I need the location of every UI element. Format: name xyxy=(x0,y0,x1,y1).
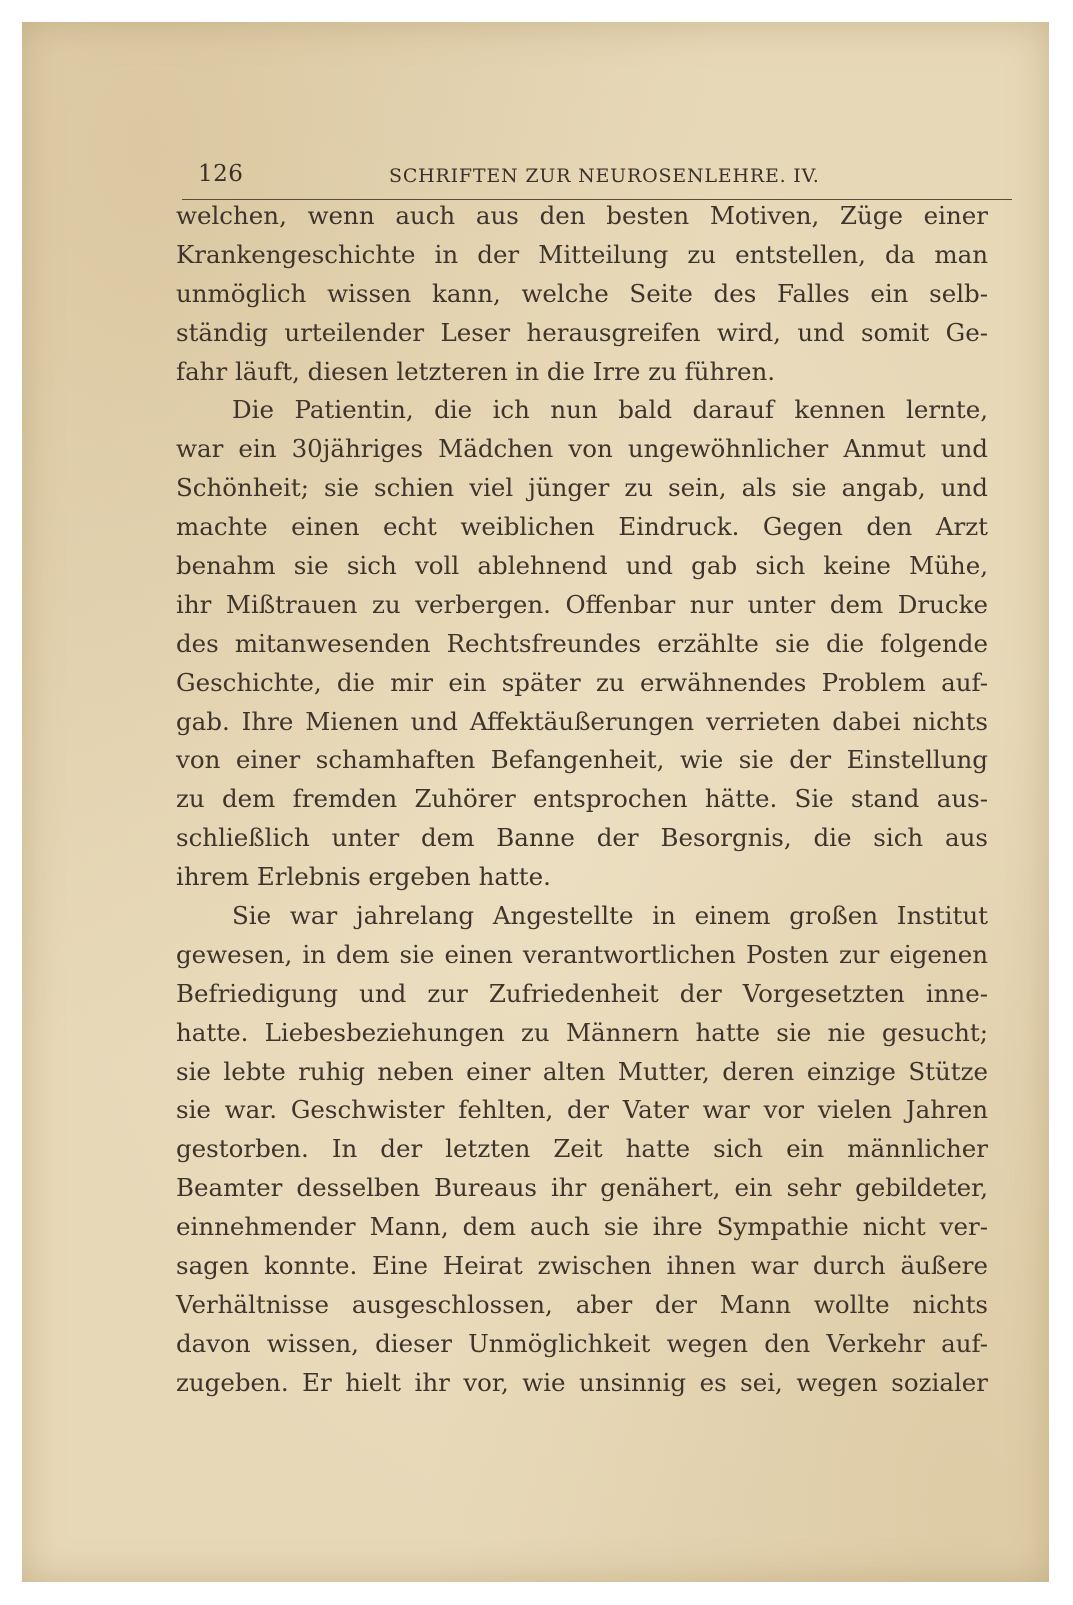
text-line: Die Patientin, die ich nun bald darauf kennen lernte, xyxy=(232,395,988,425)
text-line: Krankengeschichte in der Mitteilung zu entstellen, da man xyxy=(176,239,988,269)
text-line: schließlich unter dem Banne der Besorgnis, die sich aus xyxy=(176,823,988,853)
text-line: benahm sie sich voll ablehnend und gab sich keine Mühe, xyxy=(176,551,988,581)
text-line: machte einen echt weiblichen Eindruck. Gegen den Arzt xyxy=(176,512,988,542)
text-line: des mitanwesenden Rechtsfreundes erzählte sie die folgende xyxy=(176,628,988,658)
text-line: Befriedigung und zur Zufriedenheit der Vorgesetzten inne- xyxy=(176,978,988,1008)
page-header xyxy=(182,139,1012,200)
text-line: hatte. Liebesbeziehungen zu Männern hatte sie nie gesucht; xyxy=(176,1017,988,1047)
text-line: ihr Mißtrauen zu verbergen. Offenbar nur unter dem Drucke xyxy=(176,589,988,619)
text-line: sie lebte ruhig neben einer alten Mutter, deren einzige Stütze xyxy=(176,1056,988,1086)
text-line: sie war. Geschwister fehlten, der Vater war vor vielen Jahren xyxy=(176,1095,988,1125)
text-line: Beamter desselben Bureaus ihr genähert, ein sehr gebildeter, xyxy=(176,1173,988,1203)
text-line: gewesen, in dem sie einen verantwortlichen Posten zur eigenen xyxy=(176,939,988,969)
text-line: ihrem Erlebnis ergeben hatte. xyxy=(176,862,551,892)
text-line: zugeben. Er hielt ihr vor, wie unsinnig es sei, wegen sozialer xyxy=(176,1367,988,1397)
text-line: ständig urteilender Leser herausgreifen wird, und somit Ge- xyxy=(176,317,988,347)
text-line: Verhältnisse ausgeschlossen, aber der Mann wollte nichts xyxy=(176,1289,988,1319)
text-line: unmöglich wissen kann, welche Seite des Falles ein selb- xyxy=(176,278,988,308)
text-line: gab. Ihre Mienen und Affektäußerungen verrieten dabei nichts xyxy=(176,706,988,736)
running-title: SCHRIFTEN ZUR NEUROSENLEHRE. IV. xyxy=(389,165,820,187)
text-line: war ein 30jähriges Mädchen von ungewöhnlicher Anmut und xyxy=(176,434,988,464)
text-line: Sie war jahrelang Angestellte in einem großen Institut xyxy=(232,901,988,931)
text-line: sagen konnte. Eine Heirat zwischen ihnen war durch äußere xyxy=(176,1251,988,1281)
text-line: von einer schamhaften Befangenheit, wie sie der Einstellung xyxy=(176,745,988,775)
text-line: fahr läuft, diesen letzteren in die Irre zu führen. xyxy=(176,356,776,386)
text-line: davon wissen, dieser Unmöglichkeit wegen den Verkehr auf- xyxy=(176,1328,988,1358)
page-number: 126 xyxy=(198,161,244,187)
text-line: Geschichte, die mir ein später zu erwähnendes Problem auf- xyxy=(176,667,988,697)
text-line: Schönheit; sie schien viel jünger zu sein, als sie angab, und xyxy=(176,473,988,503)
text-line: welchen, wenn auch aus den besten Motiven, Züge einer xyxy=(176,201,988,230)
text-line: zu dem fremden Zuhörer entsprochen hätte. Sie stand aus- xyxy=(176,784,988,814)
body-text xyxy=(176,197,988,1403)
text-line: einnehmender Mann, dem auch sie ihre Sympathie nicht ver- xyxy=(176,1212,988,1242)
text-line: gestorben. In der letzten Zeit hatte sich ein männlicher xyxy=(176,1134,988,1164)
